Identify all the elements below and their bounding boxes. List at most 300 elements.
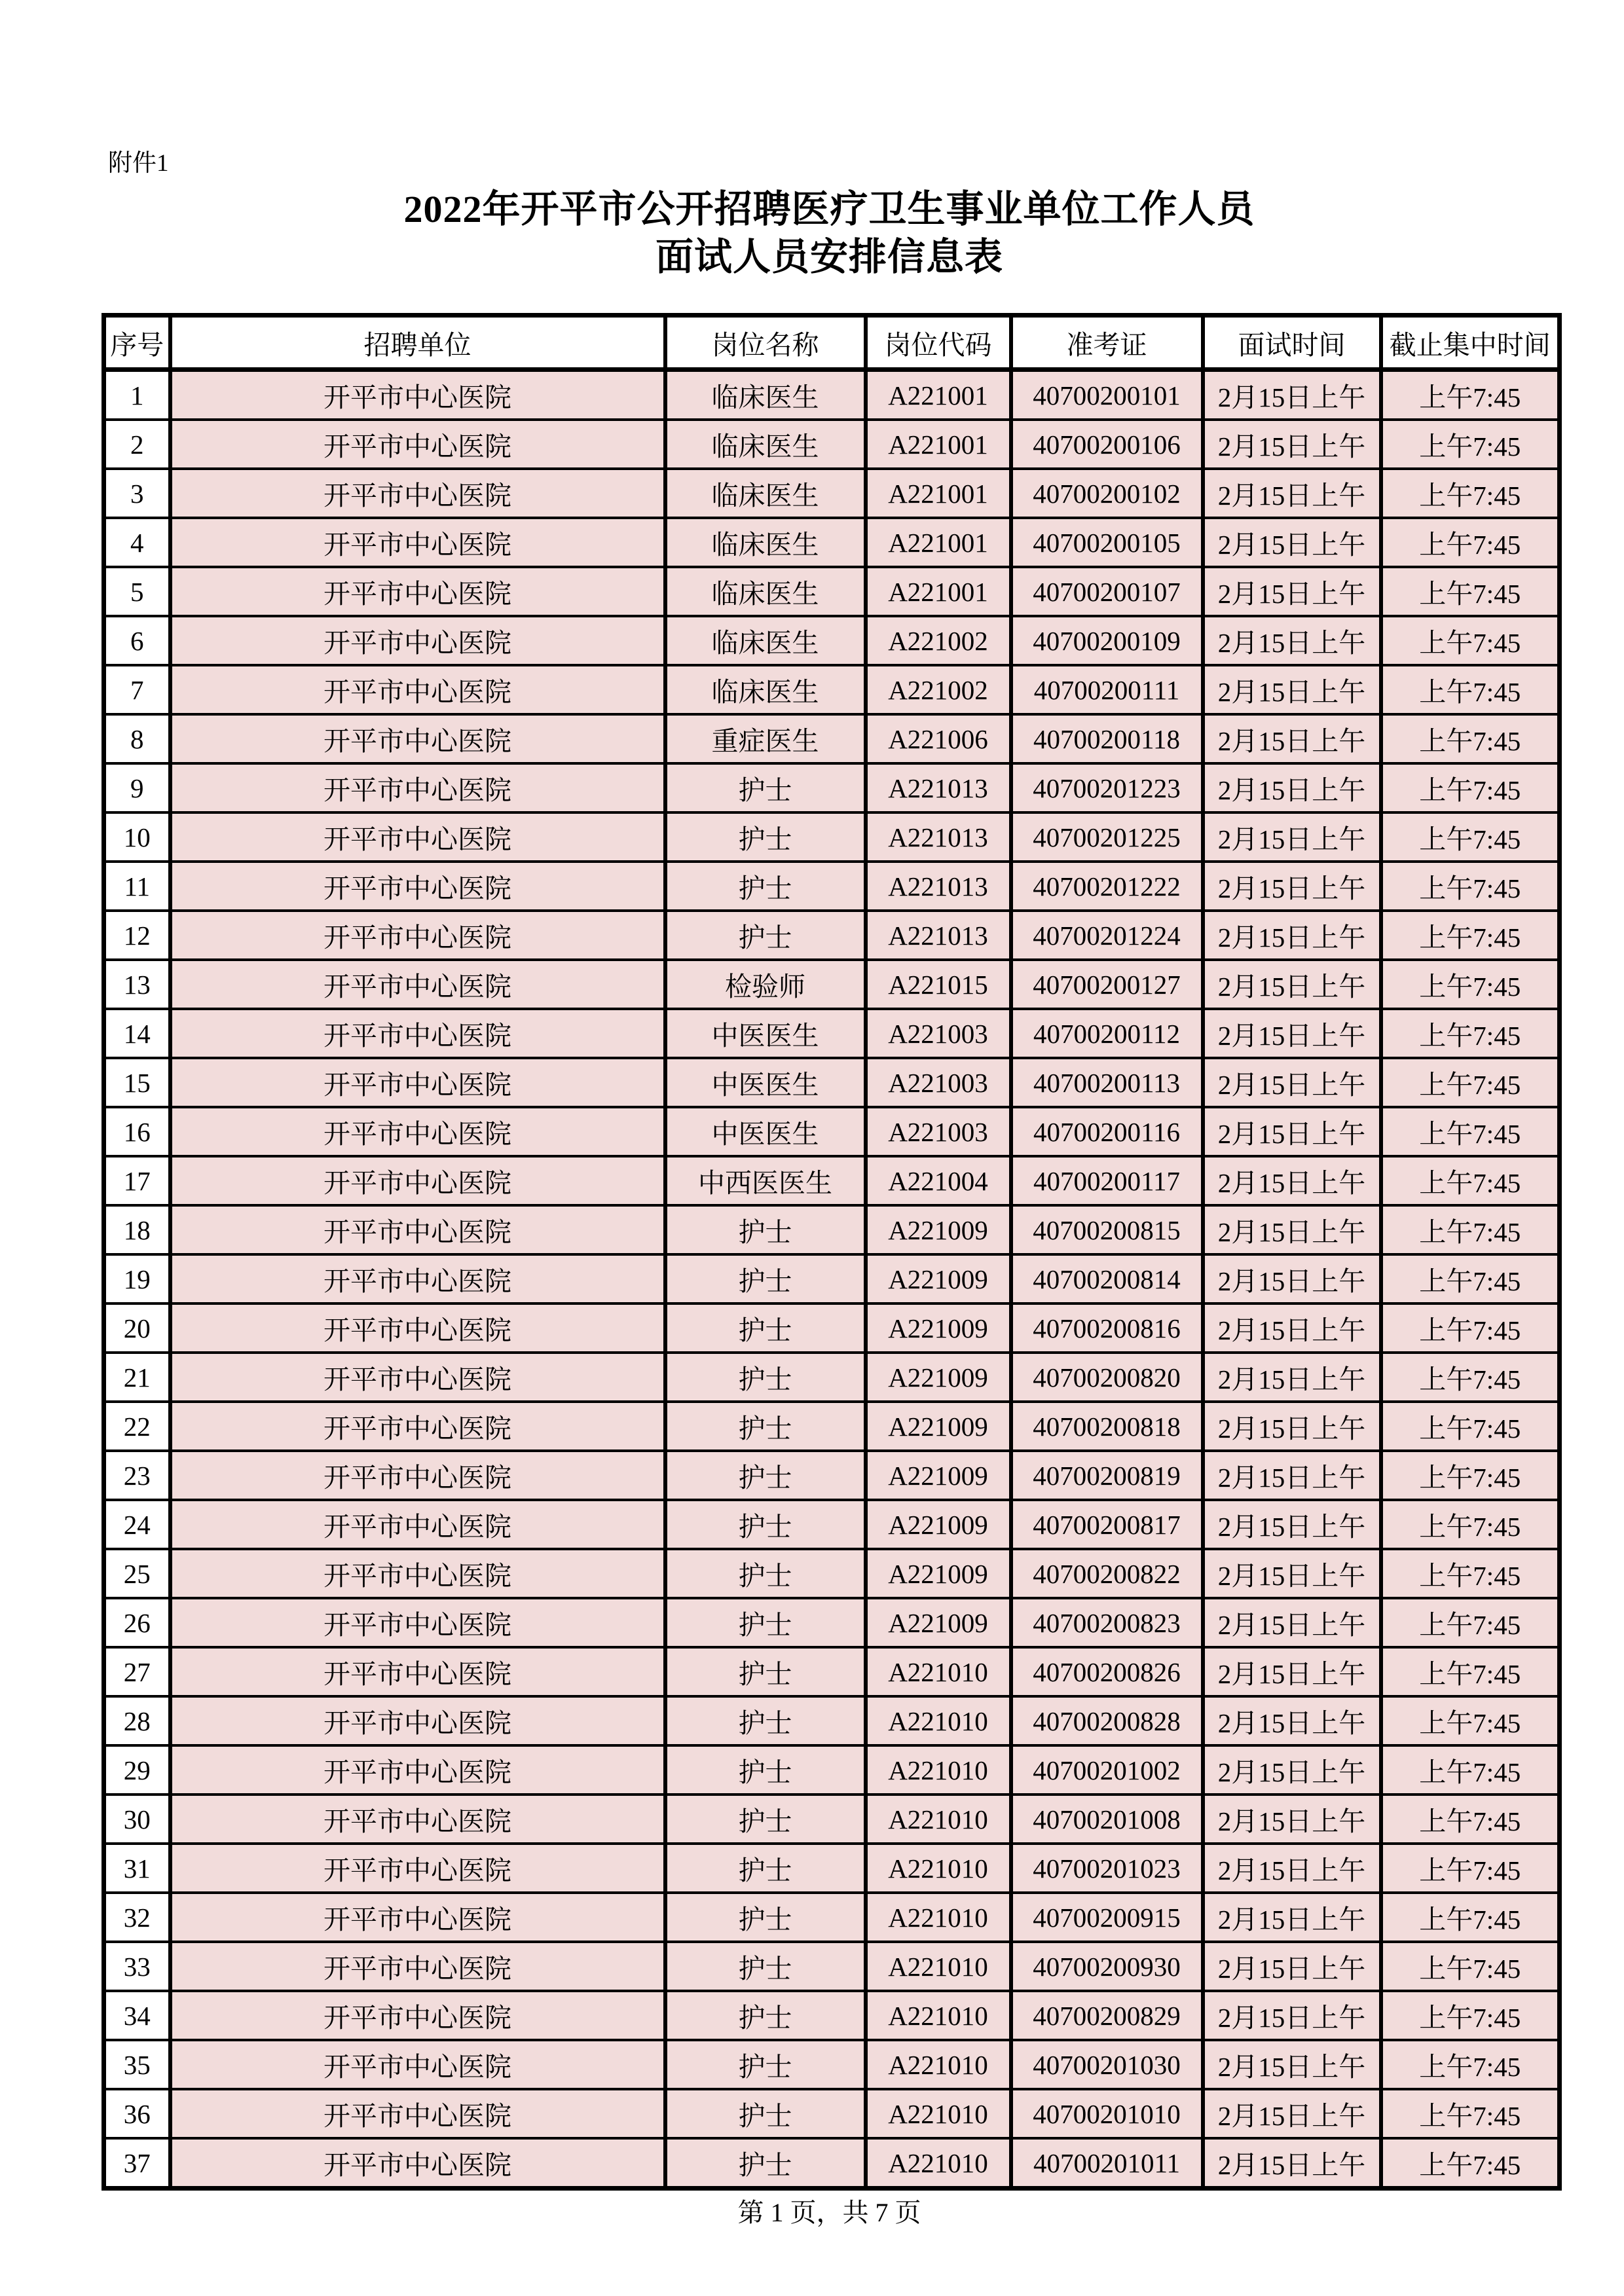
- table-row: [104, 1745, 1560, 1795]
- cell-unit: 开平市中心医院: [170, 469, 665, 518]
- table-row: [104, 420, 1560, 469]
- cell-interview-time: 2月15日上午: [1203, 1549, 1381, 1598]
- cell-ticket: 40700200829: [1011, 1991, 1203, 2040]
- cell-deadline: 上午7:45: [1381, 1942, 1560, 1991]
- cell-interview-time: 2月15日上午: [1203, 469, 1381, 518]
- column-header-position: 岗位名称: [665, 316, 866, 370]
- cell-ticket: 40700200113: [1011, 1058, 1203, 1107]
- cell-deadline: 上午7:45: [1381, 1009, 1560, 1058]
- cell-code: A221004: [866, 1156, 1011, 1205]
- cell-unit: 开平市中心医院: [170, 1696, 665, 1745]
- cell-interview-time: 2月15日上午: [1203, 616, 1381, 665]
- cell-interview-time: 2月15日上午: [1203, 1795, 1381, 1844]
- cell-interview-time: 2月15日上午: [1203, 1500, 1381, 1549]
- table-row: [104, 1598, 1560, 1647]
- cell-position: 护士: [665, 1254, 866, 1303]
- table-row: [104, 2138, 1560, 2189]
- cell-unit: 开平市中心医院: [170, 567, 665, 616]
- cell-position: 护士: [665, 1402, 866, 1451]
- cell-unit: 开平市中心医院: [170, 1254, 665, 1303]
- cell-interview-time: 2月15日上午: [1203, 1745, 1381, 1795]
- cell-unit: 开平市中心医院: [170, 1205, 665, 1254]
- cell-seq: 26: [104, 1598, 170, 1647]
- table-row: [104, 812, 1560, 862]
- cell-position: 护士: [665, 1991, 866, 2040]
- cell-ticket: 40700200102: [1011, 469, 1203, 518]
- cell-unit: 开平市中心医院: [170, 911, 665, 960]
- table-row: [104, 763, 1560, 812]
- cell-interview-time: 2月15日上午: [1203, 1598, 1381, 1647]
- cell-seq: 13: [104, 960, 170, 1009]
- cell-seq: 33: [104, 1942, 170, 1991]
- cell-unit: 开平市中心医院: [170, 1844, 665, 1893]
- cell-ticket: 40700200915: [1011, 1893, 1203, 1942]
- cell-seq: 32: [104, 1893, 170, 1942]
- cell-interview-time: 2月15日上午: [1203, 2089, 1381, 2138]
- cell-interview-time: 2月15日上午: [1203, 1353, 1381, 1402]
- column-header-unit: 招聘单位: [170, 316, 665, 370]
- column-header-code: 岗位代码: [866, 316, 1011, 370]
- cell-position: 检验师: [665, 960, 866, 1009]
- cell-unit: 开平市中心医院: [170, 2040, 665, 2089]
- cell-deadline: 上午7:45: [1381, 1058, 1560, 1107]
- cell-seq: 35: [104, 2040, 170, 2089]
- cell-ticket: 40700201222: [1011, 862, 1203, 911]
- cell-code: A221013: [866, 812, 1011, 862]
- cell-position: 护士: [665, 1549, 866, 1598]
- cell-unit: 开平市中心医院: [170, 960, 665, 1009]
- cell-seq: 31: [104, 1844, 170, 1893]
- cell-code: A221001: [866, 469, 1011, 518]
- cell-interview-time: 2月15日上午: [1203, 714, 1381, 763]
- table-row: [104, 370, 1560, 420]
- table-row: [104, 714, 1560, 763]
- cell-interview-time: 2月15日上午: [1203, 1058, 1381, 1107]
- cell-code: A221006: [866, 714, 1011, 763]
- table-row: [104, 469, 1560, 518]
- cell-interview-time: 2月15日上午: [1203, 1991, 1381, 2040]
- cell-interview-time: 2月15日上午: [1203, 1696, 1381, 1745]
- cell-interview-time: 2月15日上午: [1203, 1009, 1381, 1058]
- cell-deadline: 上午7:45: [1381, 1254, 1560, 1303]
- cell-interview-time: 2月15日上午: [1203, 420, 1381, 469]
- table-row: [104, 1058, 1560, 1107]
- cell-code: A221009: [866, 1353, 1011, 1402]
- cell-position: 中医医生: [665, 1058, 866, 1107]
- cell-code: A221010: [866, 1991, 1011, 2040]
- table-row: [104, 2040, 1560, 2089]
- table-row: [104, 1549, 1560, 1598]
- cell-seq: 5: [104, 567, 170, 616]
- cell-interview-time: 2月15日上午: [1203, 370, 1381, 420]
- cell-position: 护士: [665, 763, 866, 812]
- cell-deadline: 上午7:45: [1381, 1353, 1560, 1402]
- attachment-label: 附件1: [108, 150, 169, 177]
- cell-deadline: 上午7:45: [1381, 1402, 1560, 1451]
- cell-interview-time: 2月15日上午: [1203, 812, 1381, 862]
- cell-deadline: 上午7:45: [1381, 812, 1560, 862]
- cell-interview-time: 2月15日上午: [1203, 1254, 1381, 1303]
- cell-code: A221010: [866, 1844, 1011, 1893]
- cell-seq: 18: [104, 1205, 170, 1254]
- cell-seq: 23: [104, 1451, 170, 1500]
- table-row: [104, 1156, 1560, 1205]
- cell-position: 护士: [665, 1745, 866, 1795]
- cell-ticket: 40700201224: [1011, 911, 1203, 960]
- cell-seq: 6: [104, 616, 170, 665]
- cell-seq: 14: [104, 1009, 170, 1058]
- cell-unit: 开平市中心医院: [170, 1058, 665, 1107]
- cell-position: 护士: [665, 911, 866, 960]
- cell-ticket: 40700201011: [1011, 2138, 1203, 2189]
- cell-unit: 开平市中心医院: [170, 1107, 665, 1156]
- cell-code: A221013: [866, 862, 1011, 911]
- cell-code: A221010: [866, 1942, 1011, 1991]
- cell-unit: 开平市中心医院: [170, 1156, 665, 1205]
- cell-seq: 10: [104, 812, 170, 862]
- cell-interview-time: 2月15日上午: [1203, 1156, 1381, 1205]
- cell-deadline: 上午7:45: [1381, 862, 1560, 911]
- table-row: [104, 2089, 1560, 2138]
- cell-code: A221013: [866, 763, 1011, 812]
- cell-seq: 3: [104, 469, 170, 518]
- cell-code: A221015: [866, 960, 1011, 1009]
- table-row: [104, 1107, 1560, 1156]
- cell-deadline: 上午7:45: [1381, 2138, 1560, 2189]
- table-row: [104, 518, 1560, 567]
- cell-position: 临床医生: [665, 567, 866, 616]
- cell-code: A221010: [866, 2138, 1011, 2189]
- cell-ticket: 40700201023: [1011, 1844, 1203, 1893]
- table-row: [104, 1353, 1560, 1402]
- cell-position: 护士: [665, 1795, 866, 1844]
- cell-interview-time: 2月15日上午: [1203, 862, 1381, 911]
- cell-code: A221003: [866, 1107, 1011, 1156]
- cell-position: 护士: [665, 1303, 866, 1353]
- cell-deadline: 上午7:45: [1381, 1303, 1560, 1353]
- cell-interview-time: 2月15日上午: [1203, 960, 1381, 1009]
- cell-seq: 19: [104, 1254, 170, 1303]
- cell-unit: 开平市中心医院: [170, 1942, 665, 1991]
- table-row: [104, 1795, 1560, 1844]
- column-header-deadline: 截止集中时间: [1381, 316, 1560, 370]
- cell-unit: 开平市中心医院: [170, 1893, 665, 1942]
- cell-seq: 8: [104, 714, 170, 763]
- cell-ticket: 40700200816: [1011, 1303, 1203, 1353]
- cell-deadline: 上午7:45: [1381, 1107, 1560, 1156]
- cell-seq: 22: [104, 1402, 170, 1451]
- cell-position: 护士: [665, 1942, 866, 1991]
- cell-code: A221009: [866, 1303, 1011, 1353]
- interview-schedule-table: [101, 313, 1562, 2191]
- cell-deadline: 上午7:45: [1381, 2040, 1560, 2089]
- cell-unit: 开平市中心医院: [170, 616, 665, 665]
- table-row: [104, 616, 1560, 665]
- cell-code: A221010: [866, 1893, 1011, 1942]
- cell-code: A221001: [866, 370, 1011, 420]
- cell-unit: 开平市中心医院: [170, 420, 665, 469]
- cell-unit: 开平市中心医院: [170, 862, 665, 911]
- cell-deadline: 上午7:45: [1381, 1500, 1560, 1549]
- cell-unit: 开平市中心医院: [170, 1500, 665, 1549]
- cell-unit: 开平市中心医院: [170, 665, 665, 714]
- cell-interview-time: 2月15日上午: [1203, 1893, 1381, 1942]
- cell-position: 中医医生: [665, 1009, 866, 1058]
- cell-position: 临床医生: [665, 616, 866, 665]
- cell-interview-time: 2月15日上午: [1203, 1942, 1381, 1991]
- cell-ticket: 40700200105: [1011, 518, 1203, 567]
- cell-unit: 开平市中心医院: [170, 812, 665, 862]
- cell-interview-time: 2月15日上午: [1203, 1205, 1381, 1254]
- cell-seq: 27: [104, 1647, 170, 1696]
- cell-interview-time: 2月15日上午: [1203, 1402, 1381, 1451]
- cell-seq: 16: [104, 1107, 170, 1156]
- cell-seq: 25: [104, 1549, 170, 1598]
- cell-code: A221003: [866, 1009, 1011, 1058]
- table-body: [104, 370, 1560, 2189]
- cell-seq: 24: [104, 1500, 170, 1549]
- cell-interview-time: 2月15日上午: [1203, 567, 1381, 616]
- cell-ticket: 40700200101: [1011, 370, 1203, 420]
- cell-ticket: 40700201002: [1011, 1745, 1203, 1795]
- table-row: [104, 1254, 1560, 1303]
- cell-code: A221010: [866, 2089, 1011, 2138]
- column-header-time: 面试时间: [1203, 316, 1381, 370]
- cell-unit: 开平市中心医院: [170, 763, 665, 812]
- table-header-row: [104, 316, 1560, 370]
- cell-position: 护士: [665, 1353, 866, 1402]
- cell-seq: 34: [104, 1991, 170, 2040]
- cell-seq: 37: [104, 2138, 170, 2189]
- cell-ticket: 40700200814: [1011, 1254, 1203, 1303]
- cell-unit: 开平市中心医院: [170, 1647, 665, 1696]
- cell-position: 护士: [665, 862, 866, 911]
- cell-deadline: 上午7:45: [1381, 1795, 1560, 1844]
- cell-ticket: 40700200111: [1011, 665, 1203, 714]
- cell-position: 中医医生: [665, 1107, 866, 1156]
- cell-interview-time: 2月15日上午: [1203, 763, 1381, 812]
- cell-deadline: 上午7:45: [1381, 763, 1560, 812]
- cell-ticket: 40700200819: [1011, 1451, 1203, 1500]
- cell-deadline: 上午7:45: [1381, 1598, 1560, 1647]
- cell-unit: 开平市中心医院: [170, 2138, 665, 2189]
- cell-ticket: 40700201030: [1011, 2040, 1203, 2089]
- table-row: [104, 1009, 1560, 1058]
- cell-seq: 15: [104, 1058, 170, 1107]
- table-row: [104, 665, 1560, 714]
- cell-position: 护士: [665, 2040, 866, 2089]
- cell-seq: 21: [104, 1353, 170, 1402]
- table-row: [104, 1451, 1560, 1500]
- cell-deadline: 上午7:45: [1381, 518, 1560, 567]
- cell-deadline: 上午7:45: [1381, 1647, 1560, 1696]
- cell-position: 护士: [665, 812, 866, 862]
- cell-position: 临床医生: [665, 518, 866, 567]
- cell-seq: 36: [104, 2089, 170, 2138]
- cell-code: A221009: [866, 1451, 1011, 1500]
- cell-code: A221009: [866, 1598, 1011, 1647]
- cell-code: A221010: [866, 1647, 1011, 1696]
- cell-code: A221010: [866, 1696, 1011, 1745]
- page-title-line1: 2022年开平市公开招聘医疗卫生事业单位工作人员: [403, 188, 1255, 230]
- cell-ticket: 40700200116: [1011, 1107, 1203, 1156]
- cell-seq: 30: [104, 1795, 170, 1844]
- cell-seq: 11: [104, 862, 170, 911]
- cell-unit: 开平市中心医院: [170, 370, 665, 420]
- table-row: [104, 567, 1560, 616]
- column-header-ticket: 准考证: [1011, 316, 1203, 370]
- cell-deadline: 上午7:45: [1381, 714, 1560, 763]
- cell-deadline: 上午7:45: [1381, 1893, 1560, 1942]
- cell-seq: 4: [104, 518, 170, 567]
- table-row: [104, 1647, 1560, 1696]
- cell-ticket: 40700200828: [1011, 1696, 1203, 1745]
- cell-code: A221009: [866, 1205, 1011, 1254]
- cell-seq: 29: [104, 1745, 170, 1795]
- table-row: [104, 1942, 1560, 1991]
- cell-code: A221009: [866, 1402, 1011, 1451]
- cell-seq: 28: [104, 1696, 170, 1745]
- table-row: [104, 1500, 1560, 1549]
- cell-deadline: 上午7:45: [1381, 616, 1560, 665]
- cell-position: 中西医医生: [665, 1156, 866, 1205]
- cell-code: A221001: [866, 518, 1011, 567]
- cell-deadline: 上午7:45: [1381, 665, 1560, 714]
- cell-position: 临床医生: [665, 469, 866, 518]
- cell-seq: 17: [104, 1156, 170, 1205]
- table-row: [104, 1991, 1560, 2040]
- table-row: [104, 1205, 1560, 1254]
- cell-unit: 开平市中心医院: [170, 1451, 665, 1500]
- table-row: [104, 960, 1560, 1009]
- cell-ticket: 40700200818: [1011, 1402, 1203, 1451]
- cell-deadline: 上午7:45: [1381, 2089, 1560, 2138]
- cell-code: A221009: [866, 1549, 1011, 1598]
- cell-ticket: 40700200107: [1011, 567, 1203, 616]
- cell-code: A221009: [866, 1500, 1011, 1549]
- table-row: [104, 862, 1560, 911]
- cell-position: 护士: [665, 1696, 866, 1745]
- cell-unit: 开平市中心医院: [170, 1549, 665, 1598]
- cell-interview-time: 2月15日上午: [1203, 1451, 1381, 1500]
- cell-position: 重症医生: [665, 714, 866, 763]
- cell-unit: 开平市中心医院: [170, 1745, 665, 1795]
- cell-ticket: 40700200109: [1011, 616, 1203, 665]
- column-header-seq: 序号: [104, 316, 170, 370]
- cell-ticket: 40700201010: [1011, 2089, 1203, 2138]
- cell-code: A221010: [866, 1745, 1011, 1795]
- cell-ticket: 40700201225: [1011, 812, 1203, 862]
- cell-deadline: 上午7:45: [1381, 911, 1560, 960]
- cell-ticket: 40700200820: [1011, 1353, 1203, 1402]
- cell-interview-time: 2月15日上午: [1203, 665, 1381, 714]
- cell-ticket: 40700200823: [1011, 1598, 1203, 1647]
- cell-deadline: 上午7:45: [1381, 1844, 1560, 1893]
- cell-interview-time: 2月15日上午: [1203, 2138, 1381, 2189]
- cell-code: A221010: [866, 1795, 1011, 1844]
- cell-ticket: 40700200930: [1011, 1942, 1203, 1991]
- cell-position: 护士: [665, 2089, 866, 2138]
- cell-seq: 2: [104, 420, 170, 469]
- cell-position: 护士: [665, 1893, 866, 1942]
- cell-code: A221009: [866, 1254, 1011, 1303]
- cell-ticket: 40700200118: [1011, 714, 1203, 763]
- cell-ticket: 40700201008: [1011, 1795, 1203, 1844]
- cell-deadline: 上午7:45: [1381, 960, 1560, 1009]
- cell-position: 临床医生: [665, 665, 866, 714]
- page-title-line2: 面试人员安排信息表: [655, 236, 1003, 278]
- cell-position: 护士: [665, 1598, 866, 1647]
- cell-position: 临床医生: [665, 420, 866, 469]
- cell-code: A221001: [866, 567, 1011, 616]
- cell-deadline: 上午7:45: [1381, 1451, 1560, 1500]
- cell-deadline: 上午7:45: [1381, 370, 1560, 420]
- cell-position: 护士: [665, 1205, 866, 1254]
- cell-ticket: 40700200127: [1011, 960, 1203, 1009]
- cell-deadline: 上午7:45: [1381, 1156, 1560, 1205]
- cell-deadline: 上午7:45: [1381, 567, 1560, 616]
- cell-position: 护士: [665, 2138, 866, 2189]
- cell-code: A221010: [866, 2040, 1011, 2089]
- table-row: [104, 1844, 1560, 1893]
- cell-ticket: 40700200112: [1011, 1009, 1203, 1058]
- cell-position: 护士: [665, 1500, 866, 1549]
- cell-unit: 开平市中心医院: [170, 714, 665, 763]
- cell-interview-time: 2月15日上午: [1203, 911, 1381, 960]
- cell-unit: 开平市中心医院: [170, 1402, 665, 1451]
- cell-ticket: 40700200822: [1011, 1549, 1203, 1598]
- cell-deadline: 上午7:45: [1381, 1205, 1560, 1254]
- cell-unit: 开平市中心医院: [170, 1353, 665, 1402]
- cell-deadline: 上午7:45: [1381, 1549, 1560, 1598]
- cell-interview-time: 2月15日上午: [1203, 1844, 1381, 1893]
- cell-unit: 开平市中心医院: [170, 1598, 665, 1647]
- page-footer: 第 1 页，共 7 页: [737, 2198, 921, 2227]
- cell-code: A221013: [866, 911, 1011, 960]
- cell-position: 护士: [665, 1647, 866, 1696]
- cell-interview-time: 2月15日上午: [1203, 1647, 1381, 1696]
- cell-unit: 开平市中心医院: [170, 1795, 665, 1844]
- table-row: [104, 911, 1560, 960]
- cell-unit: 开平市中心医院: [170, 2089, 665, 2138]
- cell-deadline: 上午7:45: [1381, 469, 1560, 518]
- table-row: [104, 1303, 1560, 1353]
- cell-ticket: 40700200106: [1011, 420, 1203, 469]
- cell-ticket: 40700200826: [1011, 1647, 1203, 1696]
- cell-interview-time: 2月15日上午: [1203, 2040, 1381, 2089]
- cell-seq: 7: [104, 665, 170, 714]
- cell-code: A221002: [866, 616, 1011, 665]
- cell-seq: 12: [104, 911, 170, 960]
- cell-ticket: 40700200817: [1011, 1500, 1203, 1549]
- cell-position: 护士: [665, 1844, 866, 1893]
- cell-unit: 开平市中心医院: [170, 1009, 665, 1058]
- cell-interview-time: 2月15日上午: [1203, 1107, 1381, 1156]
- cell-seq: 1: [104, 370, 170, 420]
- table-row: [104, 1696, 1560, 1745]
- page-title: [101, 185, 1557, 281]
- cell-deadline: 上午7:45: [1381, 1745, 1560, 1795]
- cell-unit: 开平市中心医院: [170, 1991, 665, 2040]
- cell-unit: 开平市中心医院: [170, 1303, 665, 1353]
- cell-deadline: 上午7:45: [1381, 1696, 1560, 1745]
- cell-interview-time: 2月15日上午: [1203, 518, 1381, 567]
- cell-code: A221001: [866, 420, 1011, 469]
- cell-seq: 20: [104, 1303, 170, 1353]
- cell-interview-time: 2月15日上午: [1203, 1303, 1381, 1353]
- cell-position: 临床医生: [665, 370, 866, 420]
- cell-code: A221002: [866, 665, 1011, 714]
